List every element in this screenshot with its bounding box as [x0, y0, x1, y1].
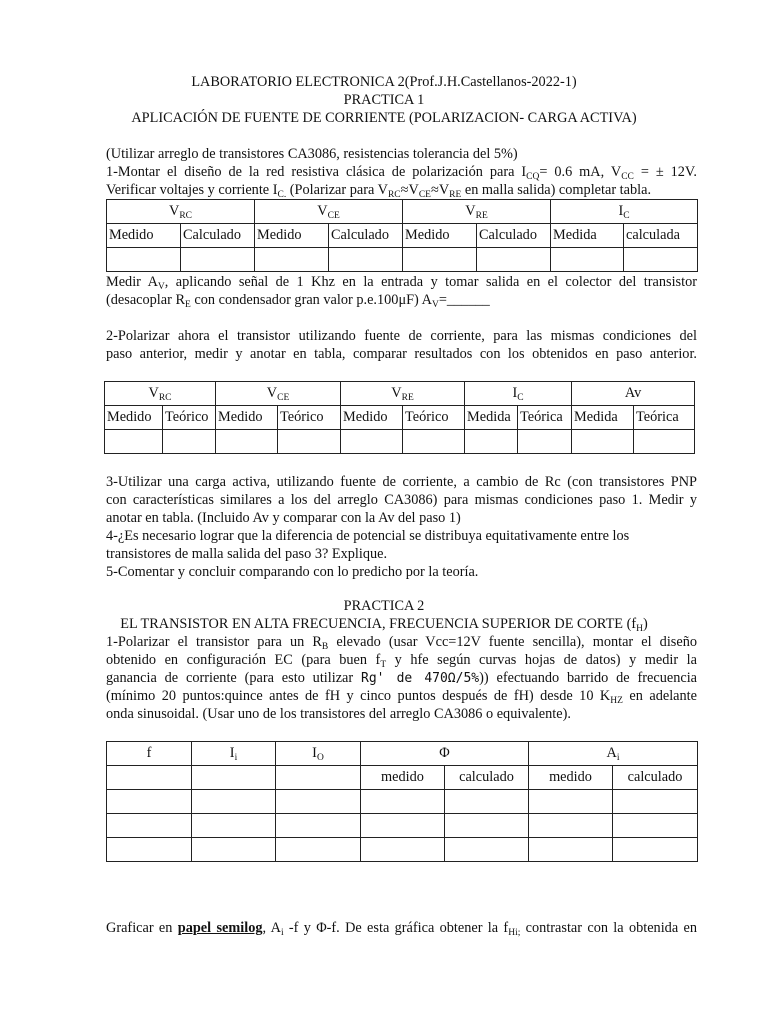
table2-sub: Teórico: [278, 406, 341, 430]
table3-header-f: f: [107, 742, 192, 766]
table1-header-vce: $V_{CE}$: [255, 200, 403, 224]
p2-line-5: onda sinusoidal. (Usar uno de los transistores del arreglo CA3086 o equivalente).: [106, 706, 571, 722]
table2-header-vce: $V_{CE}$: [216, 382, 341, 406]
table3-header-io: $I_O$: [276, 742, 361, 766]
table-2: [104, 381, 695, 454]
p2-line-1: 1-Polarizar el transistor para un $R_B$ elevado (usar Vcc=12V fuente sencilla), montar el diseño: [106, 634, 698, 652]
p2-line-4: (mínimo 20 puntos:quince antes de fH y cinco puntos después de fH) desde 10 $K_{HZ}$ en adelante: [106, 688, 697, 706]
step3-line-c: anotar en tabla. (Incluido Av y comparar con la Av del paso 1): [106, 510, 461, 526]
step3-line-a: 3-Utilizar una carga activa, utilizando fuente de corriente, a cambio de Rc (con transistores PNP: [106, 474, 697, 490]
table2-sub: Medido: [105, 406, 163, 430]
table3-sub: medido: [529, 766, 613, 790]
table2-sub: Teórica: [518, 406, 572, 430]
table1-empty-row: [107, 248, 698, 272]
practice-1-title: PRACTICA 1: [343, 92, 425, 108]
step4-line-a: 4-¿Es necesario lograr que la diferencia de potencial se distribuya equitativamente entre los: [106, 528, 630, 544]
table3-header-ai: $A_i$: [529, 742, 698, 766]
table2-sub: Teórico: [403, 406, 465, 430]
table3-empty-row: [107, 790, 698, 814]
table3-sub: medido: [361, 766, 445, 790]
table2-sub: Teórica: [634, 406, 695, 430]
table1-sub: calculada: [624, 224, 698, 248]
table3-empty-row: [107, 838, 698, 862]
table2-header-av: Av: [572, 382, 695, 406]
table2-header-ic: $I_C$: [465, 382, 572, 406]
graph-instruction: Graficar en papel semilog, $A_i$ -f y Φ-f. De esta gráfica obtener la $f_{Hi;}$ contrastar con la obtenida en: [106, 920, 697, 938]
step1-line-b: Verificar voltajes y corriente $I_{C.}$ (Polarizar para $V_{RC}\approx V_{CE}\approx V_{RE}$ en malla salida) completar tabla.: [106, 182, 652, 200]
table1-header-vre: $V_{RE}$: [403, 200, 551, 224]
table-3: [106, 741, 698, 862]
practice-1-subtitle: APLICACIÓN DE FUENTE DE CORRIENTE (POLARIZACION- CARGA ACTIVA): [131, 110, 637, 126]
table1-sub: Medida: [551, 224, 624, 248]
table-1: [106, 199, 698, 272]
step4-line-b: transistores de malla salida del paso 3? Explique.: [106, 546, 388, 562]
table1-sub: Medido: [255, 224, 329, 248]
table2-sub: Medido: [341, 406, 403, 430]
table3-empty-row: [107, 814, 698, 838]
step2-line-a: 2-Polarizar ahora el transistor utilizando fuente de corriente, para las mismas condiciones del: [106, 328, 697, 344]
table2-sub: Medida: [465, 406, 518, 430]
lab-title: LABORATORIO ELECTRONICA 2(Prof.J.H.Castellanos-2022-1): [191, 74, 577, 90]
p2-line-3: ganancia de corriente (para esto utilizar Rg' de 470Ω/5%)) efectuando barrido de frecuencia: [106, 670, 698, 686]
table1-sub: Calculado: [181, 224, 255, 248]
table1-sub: Medido: [403, 224, 477, 248]
table1-sub: Calculado: [329, 224, 403, 248]
table2-header-vre: $V_{RE}$: [341, 382, 465, 406]
table3-header-ii: $I_i$: [192, 742, 276, 766]
table1-sub: Calculado: [477, 224, 551, 248]
table2-empty-row: [105, 430, 695, 454]
table3-header-phi: Φ: [361, 742, 529, 766]
step1-line-a: 1-Montar el diseño de la red resistiva clásica de polarización para $I_{CQ}= 0.6$ mA, $V_{CC}$ = ± 12V.: [106, 164, 697, 182]
table3-sub: calculado: [445, 766, 529, 790]
measure-av-line-b: (desacoplar $R_E$ con condensador gran valor p.e.100μF) $A_V=\_\_\_\_\_\_$: [106, 292, 490, 310]
table1-header-ic: $I_C$: [551, 200, 698, 224]
table2-sub: Medida: [572, 406, 634, 430]
table2-sub: Medido: [216, 406, 278, 430]
table1-header-vrc: $V_{RC}$: [107, 200, 255, 224]
measure-av-line-a: Medir $A_V$, aplicando señal de 1 Khz en la entrada y tomar salida en el colector del transistor: [106, 274, 697, 292]
p2-line-2: obtenido en configuración EC (para buen $f_T$ y hfe según curvas hojas de datos) y medir la: [106, 652, 697, 670]
practice-2-title: PRACTICA 2: [343, 598, 425, 614]
table3-sub: calculado: [613, 766, 698, 790]
step3-line-b: con características similares a los del arreglo CA3086) para mismas condiciones paso 1. Medir y: [106, 492, 697, 508]
table2-header-vrc: $V_{RC}$: [105, 382, 216, 406]
table1-sub: Medido: [107, 224, 181, 248]
practice-2-subtitle: EL TRANSISTOR EN ALTA FRECUENCIA, FRECUENCIA SUPERIOR DE CORTE $(f_H)$: [120, 616, 648, 634]
step5-line: 5-Comentar y concluir comparando con lo predicho por la teoría.: [106, 564, 479, 580]
step2-line-b: paso anterior, medir y anotar en tabla, comparar resultados con los obtenidos en paso anterior.: [106, 346, 697, 362]
intro-text: (Utilizar arreglo de transistores CA3086, resistencias tolerancia del 5%): [106, 146, 518, 162]
table2-sub: Teórico: [163, 406, 216, 430]
